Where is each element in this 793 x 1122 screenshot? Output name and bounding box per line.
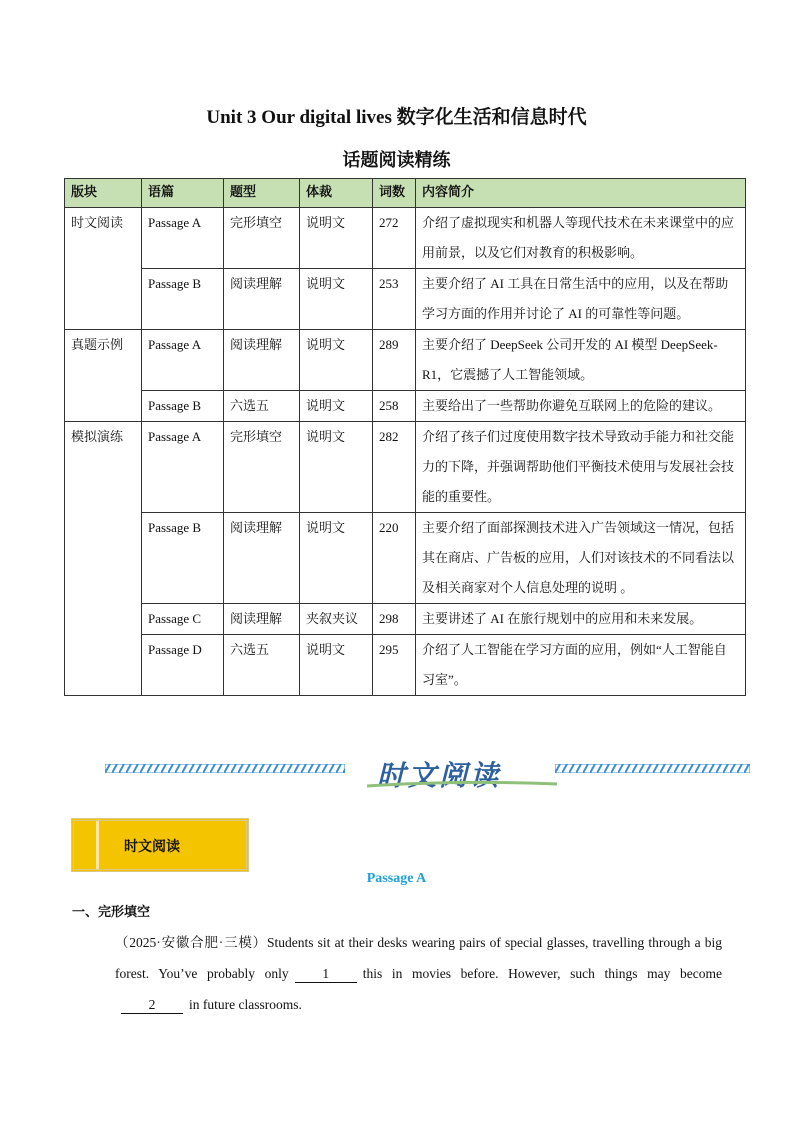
summary-cell: 主要介绍了面部探测技术进入广告领域这一情况，包括其在商店、广告板的应用，人们对该技术的不同看法以及相关商家对个人信息处理的说明 。 bbox=[416, 513, 746, 604]
table-row bbox=[65, 269, 746, 330]
type-cell: 阅读理解 bbox=[224, 513, 300, 604]
genre-cell: 说明文 bbox=[300, 208, 373, 269]
table-row bbox=[65, 391, 746, 422]
type-cell: 完形填空 bbox=[224, 208, 300, 269]
type-cell: 六选五 bbox=[224, 635, 300, 696]
summary-cell: 介绍了人工智能在学习方面的应用，例如“人工智能自习室”。 bbox=[416, 635, 746, 696]
header-cell: 内容简介 bbox=[416, 179, 746, 208]
stripe-decoration-left bbox=[105, 764, 345, 773]
question-type-heading: 一、完形填空 bbox=[72, 905, 151, 920]
summary-cell: 主要介绍了 DeepSeek 公司开发的 AI 模型 DeepSeek-R1，它震撼了人工智能领域。 bbox=[416, 330, 746, 391]
table-row bbox=[65, 513, 746, 604]
section-label-bar bbox=[96, 821, 99, 869]
swoosh-decoration bbox=[367, 778, 557, 790]
type-cell: 阅读理解 bbox=[224, 330, 300, 391]
passage-cell: Passage C bbox=[142, 604, 224, 635]
words-cell: 295 bbox=[373, 635, 416, 696]
passage-cell: Passage B bbox=[142, 391, 224, 422]
words-cell: 282 bbox=[373, 422, 416, 513]
source-note: （2025·安徽合肥·三模） bbox=[115, 935, 267, 950]
table-row bbox=[65, 330, 746, 391]
header-cell: 版块 bbox=[65, 179, 142, 208]
words-cell: 258 bbox=[373, 391, 416, 422]
words-cell: 272 bbox=[373, 208, 416, 269]
type-cell: 六选五 bbox=[224, 391, 300, 422]
passage-heading: Passage A bbox=[366, 871, 427, 886]
summary-cell: 介绍了孩子们过度使用数字技术导致动手能力和社交能力的下降，并强调帮助他们平衡技术使用与发展社会技能的重要性。 bbox=[416, 422, 746, 513]
blank-1[interactable]: 1 bbox=[295, 966, 357, 983]
banner-title: 时文阅读 bbox=[377, 759, 502, 792]
passage-cell: Passage A bbox=[142, 208, 224, 269]
genre-cell: 说明文 bbox=[300, 330, 373, 391]
passage-cell: Passage B bbox=[142, 269, 224, 330]
section-cell: 真题示例 bbox=[65, 330, 142, 422]
genre-cell: 说明文 bbox=[300, 269, 373, 330]
passage-cell: Passage D bbox=[142, 635, 224, 696]
summary-cell: 主要介绍了 AI 工具在日常生活中的应用，以及在帮助学习方面的作用并讨论了 AI 的可靠性等问题。 bbox=[416, 269, 746, 330]
passage-body bbox=[72, 927, 722, 1020]
section-label: 时文阅读 bbox=[124, 839, 180, 855]
table-header-row bbox=[65, 179, 746, 208]
section-label-box bbox=[71, 818, 249, 872]
summary-cell: 主要给出了一些帮助你避免互联网上的危险的建议。 bbox=[416, 391, 746, 422]
text-segment: this in movies before. However, such things may become bbox=[362, 966, 722, 981]
table-row bbox=[65, 422, 746, 513]
passage-cell: Passage A bbox=[142, 330, 224, 391]
passage-paragraph bbox=[72, 927, 722, 1020]
summary-cell: 主要讲述了 AI 在旅行规划中的应用和未来发展。 bbox=[416, 604, 746, 635]
type-cell: 阅读理解 bbox=[224, 269, 300, 330]
genre-cell: 说明文 bbox=[300, 391, 373, 422]
table-row bbox=[65, 208, 746, 269]
genre-cell: 说明文 bbox=[300, 635, 373, 696]
header-cell: 语篇 bbox=[142, 179, 224, 208]
section-banner bbox=[105, 760, 750, 794]
summary-cell: 介绍了虚拟现实和机器人等现代技术在未来课堂中的应用前景，以及它们对教育的积极影响。 bbox=[416, 208, 746, 269]
table-row bbox=[65, 604, 746, 635]
genre-cell: 夹叙夹议 bbox=[300, 604, 373, 635]
header-cell: 题型 bbox=[224, 179, 300, 208]
header-cell: 体裁 bbox=[300, 179, 373, 208]
header-cell: 词数 bbox=[373, 179, 416, 208]
words-cell: 289 bbox=[373, 330, 416, 391]
document-subtitle: 话题阅读精练 bbox=[342, 150, 451, 171]
section-cell: 时文阅读 bbox=[65, 208, 142, 330]
stripe-decoration-right bbox=[555, 764, 750, 773]
table-row bbox=[65, 635, 746, 696]
words-cell: 298 bbox=[373, 604, 416, 635]
genre-cell: 说明文 bbox=[300, 513, 373, 604]
blank-2[interactable]: 2 bbox=[121, 997, 183, 1014]
text-segment: Students sit at their desks wearing pairs of special glasses, travelling through a big forest. You’ve probably only bbox=[115, 935, 722, 981]
words-cell: 253 bbox=[373, 269, 416, 330]
document-title: Unit 3 Our digital lives 数字化生活和信息时代 bbox=[206, 107, 587, 128]
passage-cell: Passage B bbox=[142, 513, 224, 604]
words-cell: 220 bbox=[373, 513, 416, 604]
section-cell: 模拟演练 bbox=[65, 422, 142, 696]
summary-table bbox=[64, 178, 746, 696]
passage-cell: Passage A bbox=[142, 422, 224, 513]
type-cell: 阅读理解 bbox=[224, 604, 300, 635]
type-cell: 完形填空 bbox=[224, 422, 300, 513]
text-segment: in future classrooms. bbox=[189, 997, 302, 1012]
genre-cell: 说明文 bbox=[300, 422, 373, 513]
